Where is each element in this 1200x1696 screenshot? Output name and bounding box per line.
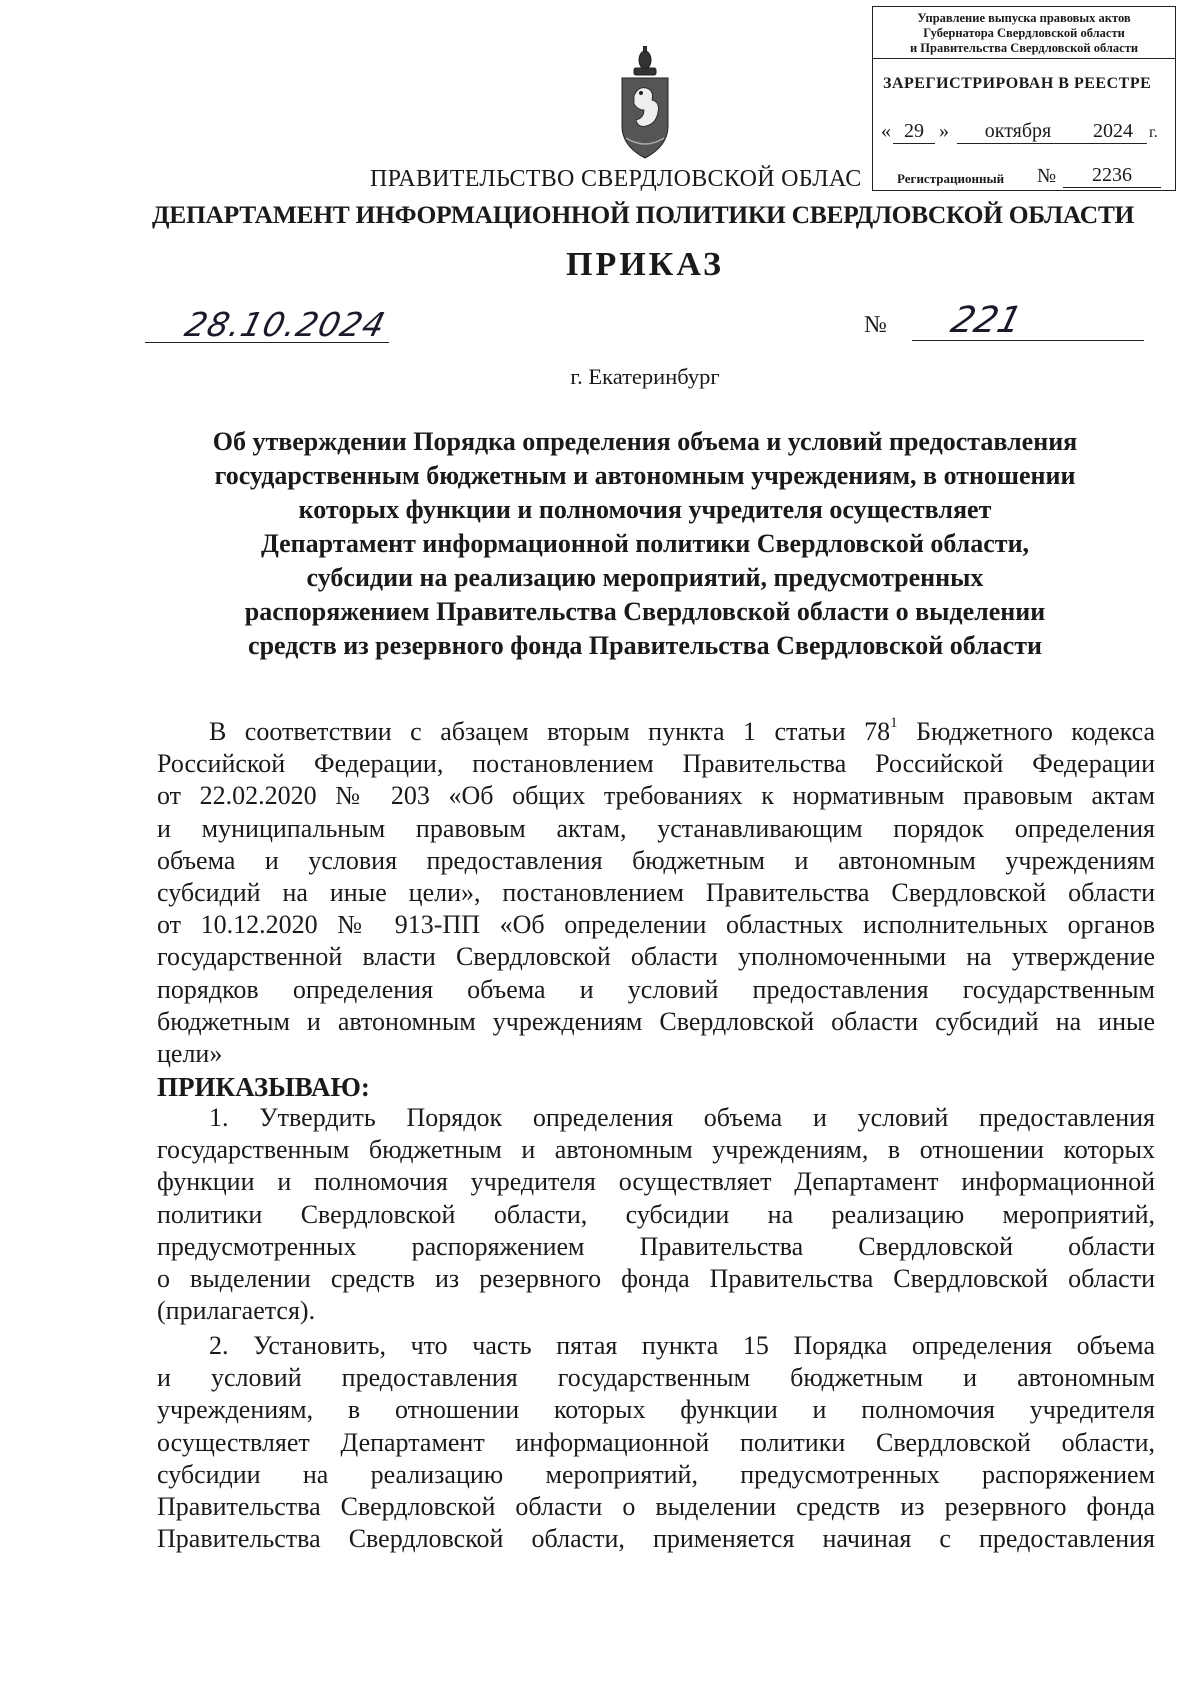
order-number: 221 (946, 300, 1026, 341)
item-line: субсидии на реализацию мероприятий, предусмотренных распоряжением (157, 1459, 1155, 1489)
item-line: функции и полномочия учредителя осуществляет Департамент информационной (157, 1167, 1155, 1197)
item-line: государственным бюджетным и автономным учреждениям, в отношении которых (157, 1135, 1155, 1165)
title-line: которых функции и полномочия учредителя осуществляет (298, 495, 992, 524)
title-line: Об утверждении Порядка определения объема и условий предоставления (212, 427, 1078, 456)
preamble-line: объема и условия предоставления бюджетным и автономным учреждениям (157, 845, 1155, 875)
order-item-2 (157, 1330, 1155, 1555)
item-line: учреждениям, в отношении которых функции и полномочия учредителя (157, 1395, 1155, 1425)
preamble-line: государственной власти Свердловской области уполномоченными на утверждение (157, 942, 1155, 972)
stamp-reg-number: 2236 (1063, 164, 1161, 188)
item-line: осуществляет Департамент информационной политики Свердловской области, (157, 1427, 1155, 1457)
item-line: (прилагается). (157, 1296, 316, 1326)
number-underline (912, 340, 1144, 341)
preamble-line: и муниципальным правовым актам, устанавливающим порядок определения (157, 813, 1155, 843)
stamp-year-suffix: г. (1149, 124, 1158, 141)
preamble-text: Бюджетного кодекса (897, 717, 1156, 746)
item-line: Правительства Свердловской области, применяется начиная с предоставления (157, 1524, 1155, 1554)
stamp-registered-label: ЗАРЕГИСТРИРОВАН В РЕЕСТРЕ (883, 75, 1152, 92)
title-line: государственным бюджетным и автономным учреждениям, в отношении (214, 461, 1076, 490)
item-line: о выделении средств из резервного фонда Правительства Свердловской области (157, 1263, 1155, 1293)
preamble-text: В соответствии с абзацем вторым пункта 1 статьи 78 (209, 717, 891, 746)
order-number-label: № (864, 312, 887, 338)
title-line: Департамент информационной политики Свердловской области, (260, 529, 1030, 558)
stamp-date (881, 120, 1171, 146)
stamp-no-sign: № (1037, 165, 1057, 187)
date-underline (145, 342, 389, 343)
department-name: ДЕПАРТАМЕНТ ИНФОРМАЦИОННОЙ ПОЛИТИКИ СВЕРДЛОВСКОЙ ОБЛАСТИ (152, 200, 1135, 229)
stamp-reg-label: Регистрационный (897, 171, 1005, 186)
order-date: 28.10.2024 (181, 305, 390, 344)
registration-stamp (872, 6, 1176, 191)
item-line: предусмотренных распоряжением Правительства Свердловской области (157, 1231, 1155, 1261)
stamp-open-quote: « (881, 120, 891, 142)
item-line: и условий предоставления государственным бюджетным и автономным (157, 1363, 1155, 1393)
sverdlovsk-coat-of-arms-icon (616, 46, 674, 166)
article-superscript: 1 (890, 715, 898, 732)
item-line: 1. Утвердить Порядок определения объема и условий предоставления (209, 1103, 1155, 1132)
item-line: политики Свердловской области, субсидии на реализацию мероприятий, (157, 1199, 1155, 1229)
preamble-line: от 10.12.2020 № 913-ПП «Об определении областных исполнительных органов (157, 910, 1155, 940)
item-line: 2. Установить, что часть пятая пункта 15 Порядка определения объема (209, 1331, 1155, 1360)
preamble-line: Российской Федерации, постановлением Правительства Российской Федерации (157, 749, 1155, 779)
title-line: распоряжением Правительства Свердловской области о выделении (244, 597, 1046, 626)
title-line: средств из резервного фонда Правительства Свердловской области (248, 631, 1042, 660)
preamble-line: бюджетным и автономным учреждениям Свердловской области субсидий на иные (157, 1006, 1155, 1036)
stamp-month: октября (957, 120, 1079, 144)
government-name: ПРАВИТЕЛЬСТВО СВЕРДЛОВСКОЙ ОБЛАС (370, 166, 862, 192)
preamble-line: порядков определения объема и условий предоставления государственным (157, 974, 1155, 1004)
title-line: субсидии на реализацию мероприятий, предусмотренных (306, 563, 984, 592)
stamp-header-line: Управление выпуска правовых актов (917, 11, 1131, 25)
order-word: ПРИКАЗЫВАЮ: (157, 1072, 370, 1102)
item-line: Правительства Свердловской области о выделении средств из резервного фонда (157, 1491, 1155, 1521)
stamp-header (873, 7, 1175, 59)
document-type: ПРИКАЗ (566, 246, 724, 283)
stamp-close-quote: » (939, 120, 949, 142)
document-title (150, 425, 1140, 663)
preamble-first-line (157, 716, 1155, 748)
stamp-header-line: и Правительства Свердловской области (909, 41, 1139, 55)
preamble-line: от 22.02.2020 № 203 «Об общих требованиях к нормативным правовым актам (157, 781, 1155, 811)
preamble-paragraph (157, 716, 1155, 1070)
order-item-1 (157, 1102, 1155, 1327)
city: г. Екатеринбург (570, 364, 720, 389)
stamp-registration-number (897, 164, 1167, 191)
stamp-day: 29 (893, 120, 935, 144)
stamp-header-line: Губернатора Свердловской области (923, 26, 1125, 40)
preamble-line: цели» (157, 1038, 223, 1068)
stamp-year: 2024 (1079, 120, 1147, 144)
preamble-line: субсидий на иные цели», постановлением Правительства Свердловской области (157, 877, 1155, 907)
